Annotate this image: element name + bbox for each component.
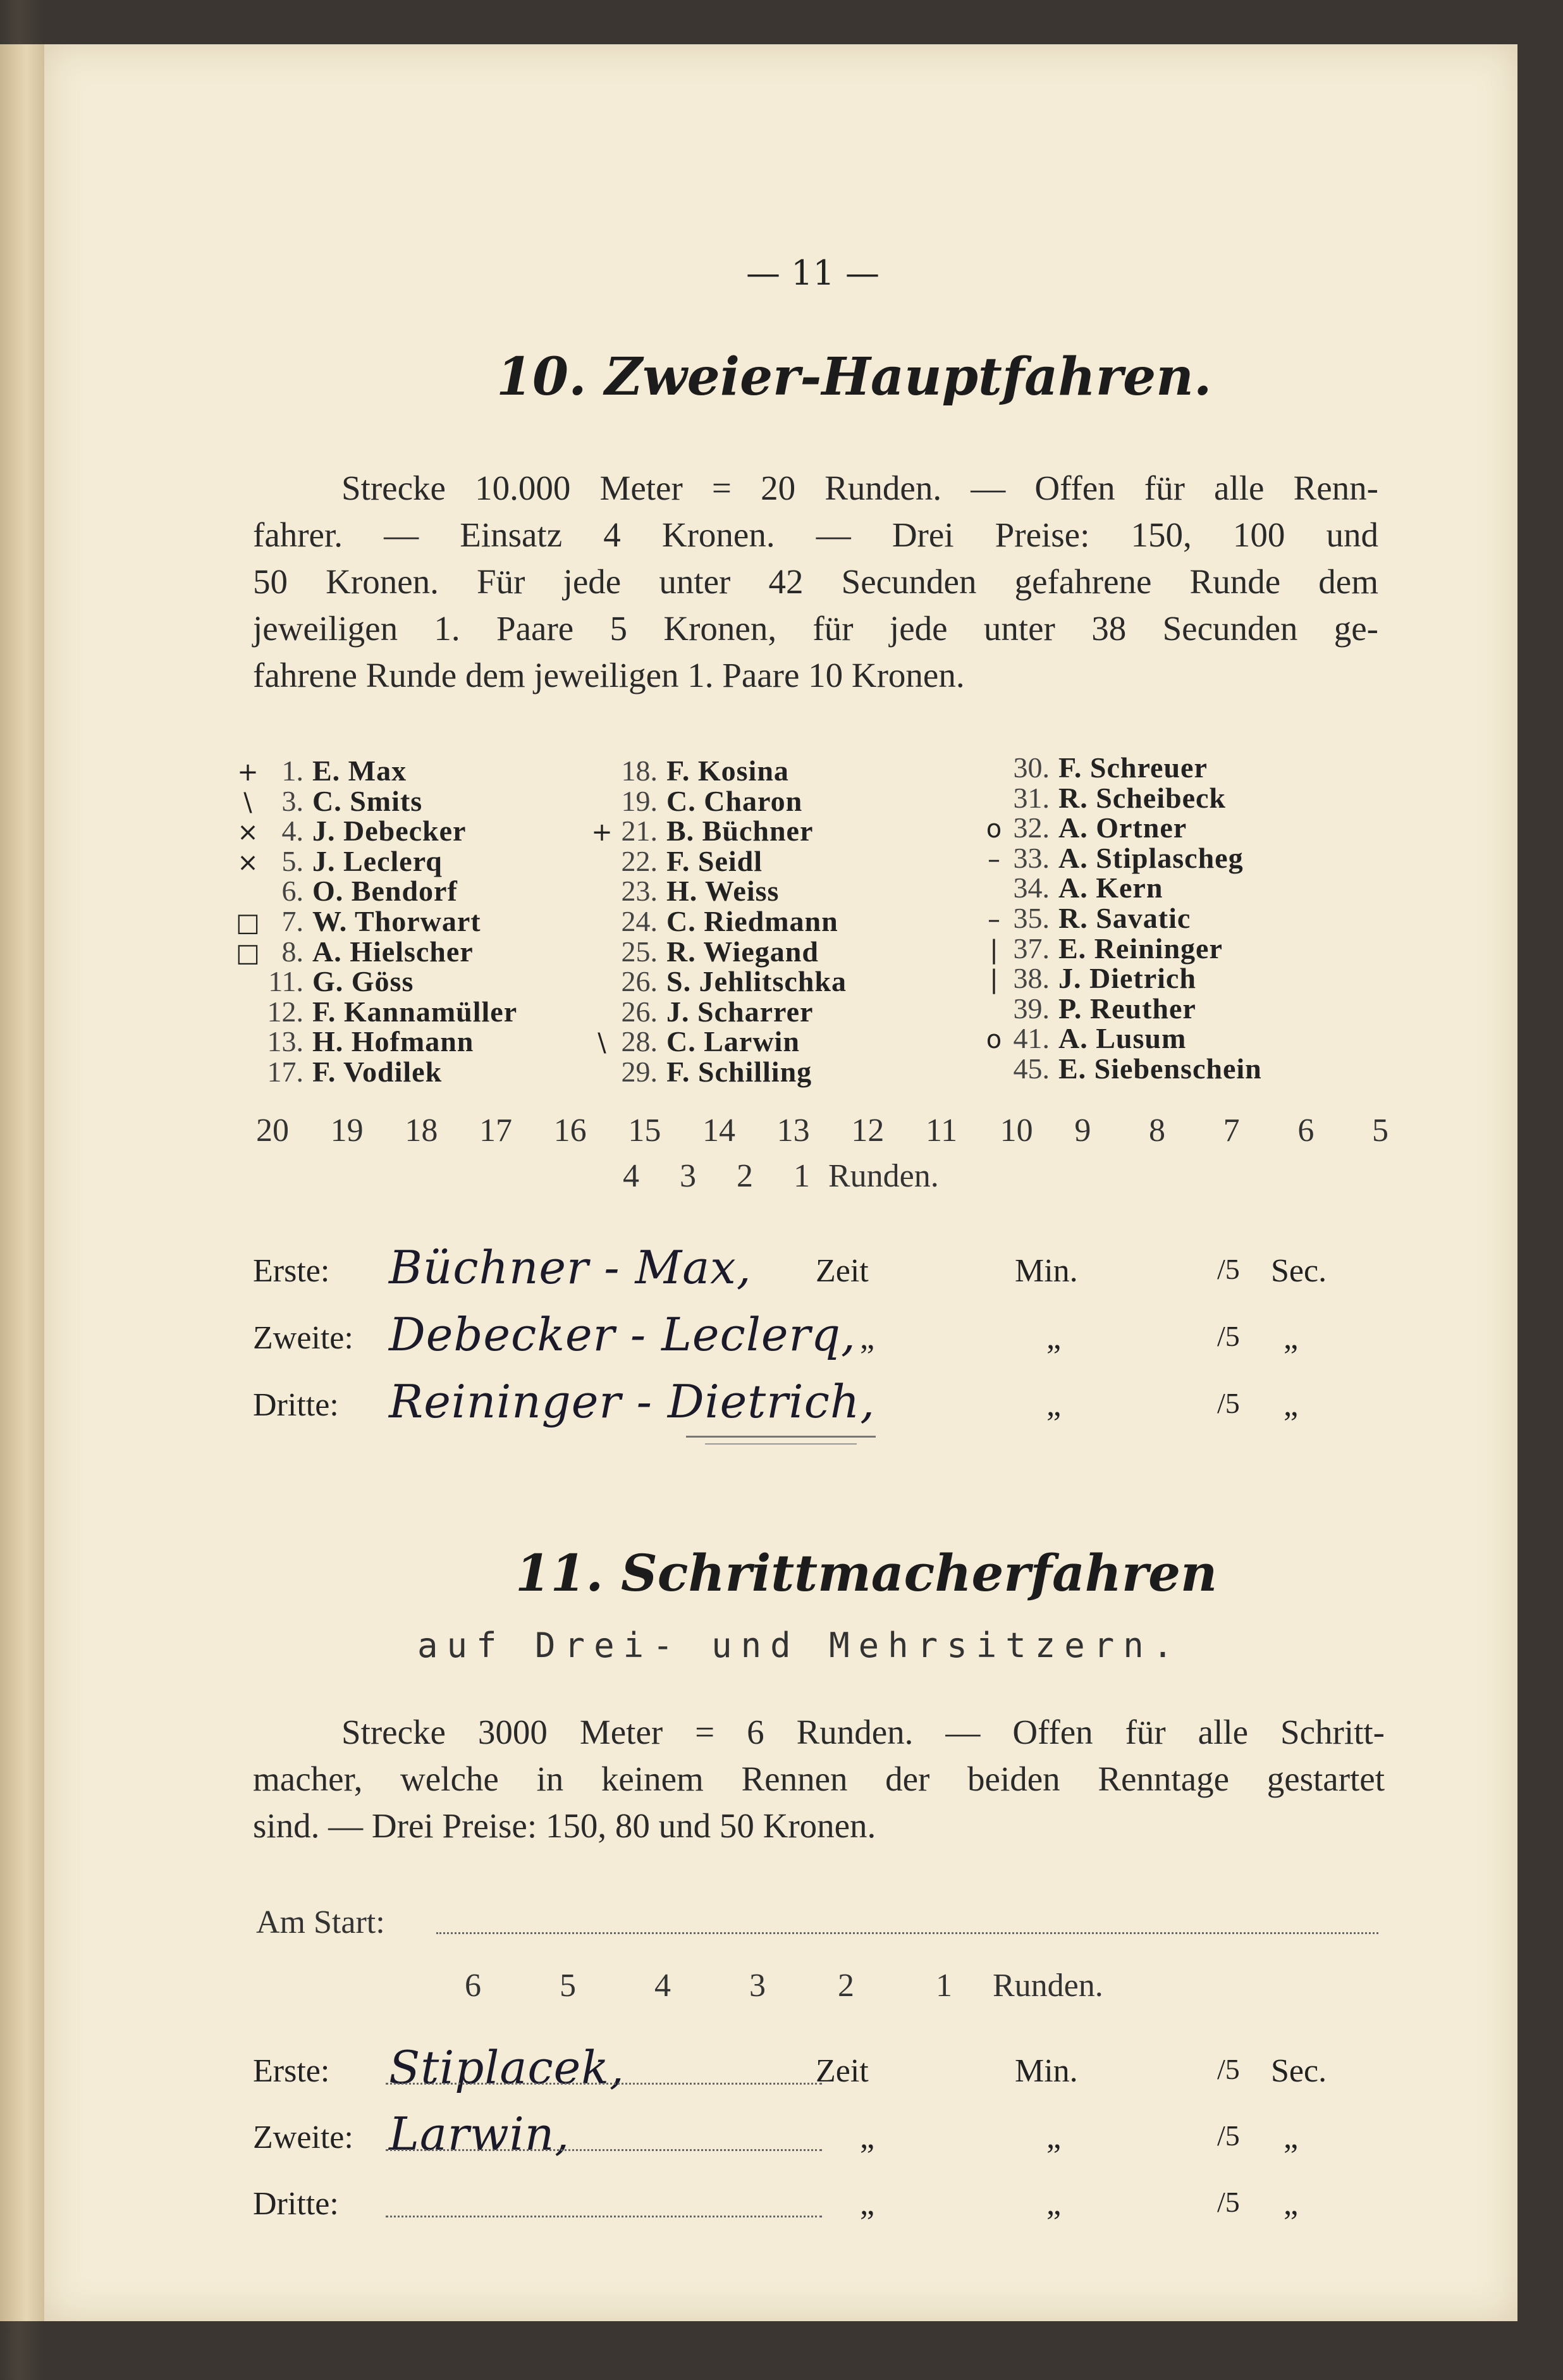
round-number: 3 <box>749 1968 766 2004</box>
rider-entry <box>607 1027 800 1057</box>
rider-entry <box>253 846 443 877</box>
check-mark: □ <box>236 908 260 937</box>
rider-number: 6. <box>281 875 303 908</box>
rider-number: 12. <box>267 995 303 1028</box>
minutes-label: „ <box>1046 1320 1062 1356</box>
result-label: Zweite: <box>253 2119 353 2155</box>
check-mark: + <box>591 818 613 848</box>
result-label: Zweite: <box>253 1320 353 1356</box>
rider-number: 31. <box>1013 781 1050 814</box>
handwritten-entry: Büchner - Max, <box>389 1241 752 1294</box>
rider-entry <box>999 753 1208 783</box>
section-11-description <box>253 1709 1385 1849</box>
check-mark: – <box>988 905 1000 934</box>
round-number: 14 <box>702 1113 735 1149</box>
rider-entry <box>607 997 813 1027</box>
rider-name: R. Savatic <box>1058 902 1191 934</box>
check-mark: + <box>237 758 259 787</box>
rider-number: 41. <box>1013 1022 1050 1055</box>
minutes-label: Min. <box>1015 2053 1078 2089</box>
rider-name: H. Weiss <box>666 875 780 908</box>
description-line: sind. — Drei Preise: 150, 80 und 50 Kronen. <box>253 1806 876 1845</box>
rider-entry <box>999 873 1163 903</box>
rider-number: 25. <box>621 935 658 968</box>
check-mark: \ <box>243 787 252 817</box>
fifths-label: /5 <box>1217 1387 1240 1419</box>
rider-entry <box>999 843 1244 873</box>
rider-entry <box>253 786 422 817</box>
rider-entry <box>999 783 1226 813</box>
round-number: 16 <box>553 1113 587 1149</box>
fifths-label: /5 <box>1217 2053 1240 2085</box>
rider-name: E. Max <box>312 755 407 787</box>
description-line: 50 Kronen. Für jede unter 42 Secunden gefahrene Runde dem <box>253 562 1378 601</box>
minutes-label: „ <box>1046 2119 1062 2155</box>
round-number: 6 <box>1297 1113 1315 1149</box>
rider-number: 26. <box>621 995 658 1028</box>
section-divider <box>705 1443 857 1445</box>
round-number: 2 <box>838 1968 854 2004</box>
round-number: 5 <box>1372 1113 1388 1149</box>
seconds-label: „ <box>1284 2186 1299 2222</box>
rider-name: O. Bendorf <box>312 875 458 908</box>
rider-number: 32. <box>1013 811 1050 844</box>
rider-entry <box>253 966 414 997</box>
round-number: 18 <box>405 1113 438 1149</box>
rider-number: 28. <box>621 1025 658 1058</box>
round-number: 12 <box>851 1113 885 1149</box>
description-line: Strecke 3000 Meter = 6 Runden. — Offen für alle Schritt- <box>341 1713 1385 1751</box>
rider-number: 21. <box>621 815 658 848</box>
rider-name: F. Seidl <box>666 844 763 877</box>
rider-entry <box>999 813 1187 843</box>
rider-entry <box>607 756 789 786</box>
round-number: 5 <box>560 1968 576 2004</box>
rider-entry <box>253 1027 474 1057</box>
round-number: 1 <box>794 1158 810 1194</box>
page-number: — 11 — <box>746 253 880 293</box>
round-number: 11 <box>926 1113 958 1149</box>
round-number: 20 <box>256 1113 289 1149</box>
rider-name: A. Hielscher <box>312 935 474 968</box>
section-10-title: 10. Zweier-Hauptfahren. <box>496 347 1212 407</box>
round-number: 1 <box>936 1968 952 2004</box>
rider-entry <box>607 966 847 997</box>
rider-entry <box>607 816 813 846</box>
round-number: 17 <box>479 1113 512 1149</box>
rider-name: F. Vodilek <box>312 1056 443 1088</box>
rider-number: 38. <box>1013 962 1050 995</box>
rider-name: C. Smits <box>312 784 423 817</box>
document-page <box>44 44 1517 2321</box>
rider-name: H. Hofmann <box>312 1025 474 1058</box>
rider-entry <box>999 1054 1262 1084</box>
rider-entry <box>253 906 481 937</box>
rider-name: B. Büchner <box>666 815 814 848</box>
rider-entry <box>607 786 802 817</box>
rider-number: 8. <box>281 935 303 968</box>
rider-name: E. Siebenschein <box>1058 1052 1262 1085</box>
round-number: 6 <box>465 1968 481 2004</box>
rider-name: C. Charon <box>666 784 803 817</box>
section-11-title: 11. Schrittmacherfahren <box>515 1543 1218 1603</box>
rider-number: 24. <box>621 905 658 937</box>
handwritten-entry: Larwin, <box>389 2107 570 2161</box>
description-line: Strecke 10.000 Meter = 20 Runden. — Offen für alle Renn- <box>341 469 1378 507</box>
rider-name: F. Schreuer <box>1058 751 1208 784</box>
round-number: 13 <box>776 1113 810 1149</box>
rider-entry <box>253 937 474 967</box>
rider-name: S. Jehlitschka <box>666 965 847 998</box>
start-dotted-line <box>436 1932 1378 1934</box>
section-divider <box>686 1436 876 1438</box>
rider-number: 5. <box>281 844 303 877</box>
seconds-label: „ <box>1284 1320 1299 1356</box>
time-label: Zeit <box>816 2053 869 2089</box>
rider-name: J. Dietrich <box>1058 962 1196 995</box>
start-label: Am Start: <box>256 1904 385 1940</box>
rider-number: 26. <box>621 965 658 998</box>
seconds-label: Sec. <box>1271 1253 1327 1289</box>
rider-entry <box>607 906 838 937</box>
rider-entry <box>999 963 1196 994</box>
seconds-label: „ <box>1284 1387 1299 1423</box>
round-number: 4 <box>654 1968 671 2004</box>
round-number: 8 <box>1149 1113 1165 1149</box>
rider-name: A. Stiplascheg <box>1058 841 1244 874</box>
rider-name: A. Ortner <box>1058 811 1187 844</box>
rider-name: C. Riedmann <box>666 905 838 937</box>
rider-name: A. Kern <box>1058 872 1163 904</box>
fifths-label: /5 <box>1217 1320 1240 1352</box>
rider-number: 11. <box>268 965 303 998</box>
check-mark: | <box>990 965 998 995</box>
result-label: Dritte: <box>253 1387 339 1423</box>
handwritten-entry: Reininger - Dietrich, <box>389 1375 876 1428</box>
round-number: 9 <box>1074 1113 1091 1149</box>
time-label: „ <box>860 2186 875 2222</box>
result-label: Dritte: <box>253 2186 339 2222</box>
fifths-label: /5 <box>1217 2186 1240 2218</box>
seconds-label: „ <box>1284 2119 1299 2155</box>
rider-entry <box>607 937 819 967</box>
rider-name: J. Leclerq <box>312 844 443 877</box>
round-number: Runden. <box>828 1158 939 1194</box>
entry-dotted-line <box>386 2083 822 2085</box>
time-label: „ <box>860 2119 875 2155</box>
check-mark: o <box>986 1025 1002 1055</box>
check-mark: × <box>237 848 259 877</box>
rider-entry <box>607 846 763 877</box>
rider-number: 35. <box>1013 902 1050 934</box>
rider-entry <box>607 1057 812 1087</box>
rider-name: E. Reininger <box>1058 932 1223 965</box>
minutes-label: „ <box>1046 1387 1062 1423</box>
rider-name: W. Thorwart <box>312 905 481 937</box>
rider-number: 4. <box>281 815 303 848</box>
rider-name: J. Debecker <box>312 815 467 848</box>
time-label: „ <box>860 1320 875 1356</box>
rider-number: 30. <box>1013 751 1050 784</box>
section-10-description <box>253 465 1378 699</box>
rider-number: 19. <box>621 784 658 817</box>
rider-entry <box>253 1057 442 1087</box>
rider-entry <box>253 816 466 846</box>
rider-number: 37. <box>1013 932 1050 965</box>
rider-number: 18. <box>621 755 658 787</box>
rider-number: 17. <box>267 1056 303 1088</box>
fifths-label: /5 <box>1217 2119 1240 2152</box>
round-number: Runden. <box>993 1968 1103 2004</box>
rider-name: C. Larwin <box>666 1025 800 1058</box>
entry-dotted-line <box>386 2216 822 2217</box>
rider-number: 13. <box>267 1025 303 1058</box>
description-line: macher, welche in keinem Rennen der beiden Renntage gestartet <box>253 1760 1385 1798</box>
minutes-label: Min. <box>1015 1253 1078 1289</box>
minutes-label: „ <box>1046 2186 1062 2222</box>
section-11-subtitle: auf Drei- und Mehrsitzern. <box>417 1625 1182 1665</box>
rider-number: 23. <box>621 875 658 908</box>
rider-entry <box>253 997 517 1027</box>
rider-entry <box>607 876 779 906</box>
fifths-label: /5 <box>1217 1253 1240 1285</box>
rider-name: R. Scheibeck <box>1058 781 1226 814</box>
rider-number: 7. <box>281 905 303 937</box>
rider-number: 33. <box>1013 841 1050 874</box>
rider-entry <box>999 1023 1186 1054</box>
round-number: 3 <box>680 1158 696 1194</box>
rider-number: 45. <box>1013 1052 1050 1085</box>
rider-name: R. Wiegand <box>666 935 819 968</box>
check-mark: | <box>990 935 998 965</box>
check-mark: o <box>986 815 1002 844</box>
description-line: fahrene Runde dem jeweiligen 1. Paare 10 Kronen. <box>253 656 965 694</box>
result-label: Erste: <box>253 2053 330 2089</box>
round-number: 4 <box>623 1158 639 1194</box>
description-line: jeweiligen 1. Paare 5 Kronen, für jede unter 38 Secunden ge- <box>253 609 1378 648</box>
round-number: 10 <box>1000 1113 1033 1149</box>
rider-number: 22. <box>621 844 658 877</box>
handwritten-entry: Stiplacek, <box>389 2041 625 2094</box>
description-line: fahrer. — Einsatz 4 Kronen. — Drei Preise: 150, 100 und <box>253 515 1378 554</box>
rider-name: P. Reuther <box>1058 992 1196 1025</box>
rider-name: F. Kannamüller <box>312 995 518 1028</box>
check-mark: \ <box>598 1028 606 1058</box>
check-mark: × <box>237 818 259 848</box>
rider-number: 1. <box>281 755 303 787</box>
check-mark: □ <box>236 938 260 968</box>
round-number: 2 <box>737 1158 753 1194</box>
rider-name: F. Schilling <box>666 1056 812 1088</box>
round-number: 7 <box>1223 1113 1240 1149</box>
rider-number: 29. <box>621 1056 658 1088</box>
rider-number: 3. <box>281 784 303 817</box>
previous-page-edge <box>0 44 44 2321</box>
rider-entry <box>999 934 1223 964</box>
rider-entry <box>999 903 1191 934</box>
round-number: 19 <box>330 1113 364 1149</box>
rider-entry <box>253 756 407 786</box>
check-mark: – <box>988 844 1000 874</box>
seconds-label: Sec. <box>1271 2053 1327 2089</box>
rider-entry <box>253 876 458 906</box>
rider-name: J. Scharrer <box>666 995 814 1028</box>
rider-name: F. Kosina <box>666 755 789 787</box>
entry-dotted-line <box>386 2149 822 2151</box>
rider-number: 34. <box>1013 872 1050 904</box>
handwritten-entry: Debecker - Leclerq, <box>389 1308 856 1361</box>
rider-entry <box>999 994 1196 1024</box>
rider-number: 39. <box>1013 992 1050 1025</box>
rider-name: G. Göss <box>312 965 414 998</box>
time-label: Zeit <box>816 1253 869 1289</box>
result-label: Erste: <box>253 1253 330 1289</box>
rider-name: A. Lusum <box>1058 1022 1187 1055</box>
round-number: 15 <box>628 1113 661 1149</box>
